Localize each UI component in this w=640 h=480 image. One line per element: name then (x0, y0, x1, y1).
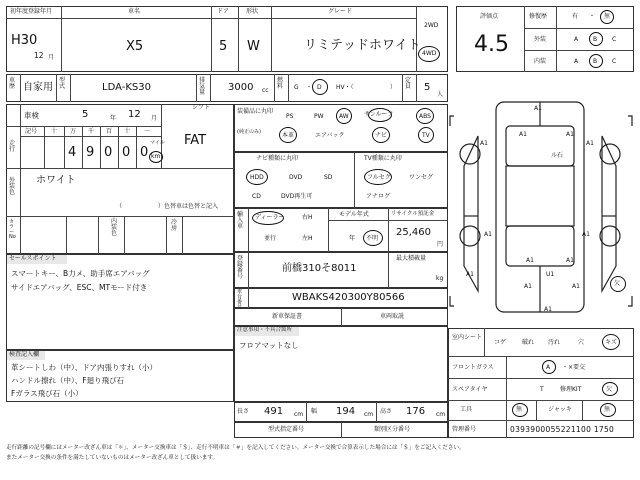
inspection-month: 12 (128, 109, 141, 120)
notes-box (234, 326, 448, 402)
record-manual: 車両取説 (380, 313, 405, 320)
inspection-month-unit: 月 (151, 115, 158, 122)
nav-dvd: DVD (289, 174, 303, 181)
shift: FAT (184, 133, 207, 148)
mgmt-label: 管理番号 (452, 426, 477, 433)
equip-sunroof: サンルーフ (364, 111, 394, 118)
equip-tv: TV (422, 132, 430, 139)
car-outline-svg (448, 96, 634, 326)
mileage-unit-0: 記号 (25, 128, 38, 135)
height-unit: cm (436, 411, 446, 418)
inspection-label: 車検 (24, 111, 39, 120)
model-year-label: モデル年式 (339, 211, 369, 218)
car-name: X5 (126, 39, 144, 54)
front-glass-x: ・×要交 (562, 364, 586, 371)
recycle-unit: 円 (437, 241, 444, 248)
color-code-label: カラーNo (9, 219, 16, 240)
shape: W (247, 39, 260, 54)
mileage-unit-6: 一 (144, 128, 151, 135)
nav-dvd-play: DVD再生可 (281, 193, 313, 200)
tv-analog: アナログ (366, 193, 391, 200)
grade-label: グレード (328, 8, 353, 15)
diagram-mark-12: A1 (544, 306, 552, 313)
fuel-hv: HV・（ (336, 84, 354, 91)
exterior-c: C (612, 36, 617, 43)
footer-line-1: 走行距離の記号欄にはメーター改ざん車は「＊」、メーター交換車は「＄」、走行不明車は「＃」を記入してください。メーター交換で合算表示した場合には「＄」をご記入ください。 (6, 445, 465, 451)
exterior-b: B (593, 36, 598, 43)
length-unit: cm (294, 411, 304, 418)
notes-text: フロアマットなし (239, 341, 299, 350)
repair-yes: 有 (572, 13, 579, 20)
mileage-digit-2: 0 (104, 145, 113, 160)
auction-sheet: 初年度登録年月 車名 ドア 形状 グレード H30 12 月 X5 5 W リミテッドホワイト 2WD 4WD 評価点 4.5 修復歴 有 ・ 無 外装 A B C 内装 A B C 車歴 自家用 型式 LDA-KS30 排気量 3000 cc 燃料 G ・ D HV・（ ） 定員 5 人 車検 5 年 12 月 シフト FAT 走行 記号 十 万 千 百 十 一 4 9 0 0 0 マイル km 外装色 ホワイト （ ）色替車は色替と記入 カラーNo 内装色 冷房 装備品に丸印 (純正のみ) PS PW AW サンルーフ ABS 本革 エアバック ナビ TV ナビ種類に丸印 HDD DVD SD CD DVD再生可 TV種類に丸印 フルセグ ワンセグ アナログ 輸入車 ディーラー 右H 並行 左H モデル年式 年 不明 リサイクル預託金 25,460 円 登録番号 前橋310そ8011 最大積載量 kg 車台番号 WBAKS420300Y80566 新車保証書 車両取説 セールスポイント スマートキー、B力メ、助手席エアバッグ サイドエアバッグ、ESC、MTモード付き 注意事項・不具合箇所 フロアマットなし 検査記入欄 革シートしわ（中）、ドア内張りすれ（小） ハンドル擦れ（中）、F廻り飛び石 Fガラス飛び石（小） 長さ 491 cm 幅 194 cm 高さ 176 cm 型式指定番号 類別区分番号 A1 A1 A1 ル石 A1 A1 A1 A1 A1 A1 U1 A1 A1 A1 A1 欠 室内シート コゲ 破れ 汚れ 穴 キズ フロントガラス A ・×要交 スペアタイヤ T 修理KIT 欠 工具 無 ジャッキ 無 管理番号 0393900055221100 1750 走行距離の記号欄にはメーター改ざん車は「＊」、メーター交換車は「＄」、走行不明車は「＃」を記入してください。メーター交換で合算表示した場合には「＄」をご記入ください。 またメーター交換の条件を満たしていないものはメーター改ざん車として扱います。 (6, 6, 634, 456)
fuel-close: ） (390, 84, 397, 91)
seat-item-3: 穴 (578, 339, 585, 346)
front-glass-label: フロントガラス (452, 364, 494, 371)
registration-value: 前橋310そ8011 (282, 263, 357, 274)
mileage-digit-4: 0 (140, 145, 149, 160)
model: LDA-KS30 (102, 82, 151, 93)
height: 176 (406, 406, 426, 417)
equipment-sub: (純正のみ) (237, 129, 261, 135)
mileage-mile: マイル (150, 140, 165, 146)
door-label: ドア (217, 8, 229, 15)
color-note: （ ）色替車は色替と記入 (116, 203, 219, 210)
mileage-label: 走行 (9, 140, 16, 153)
width-label: 幅 (311, 408, 318, 415)
equip-ps: PS (286, 113, 294, 120)
inspector-label: 検査記入欄 (9, 351, 40, 358)
reg-month: 12 (34, 51, 44, 60)
mileage-unit-4: 百 (106, 128, 113, 135)
diagram-mark-4: A1 (586, 140, 594, 147)
mileage-digit-3: 0 (122, 145, 131, 160)
row2-box (6, 74, 448, 102)
diagram-mark-14: 欠 (614, 280, 621, 287)
nav-hdd: HDD (250, 174, 264, 181)
inspector-line-1: ハンドル擦れ（中）、F廻り飛び石 (11, 376, 125, 385)
equip-airbag: エアバック (315, 132, 345, 139)
diagram-mark-8: A1 (566, 257, 574, 264)
seat-item-4: キズ (605, 339, 617, 346)
seat-label: 室内シート (452, 334, 483, 341)
fuel-d: D (317, 84, 322, 91)
nav-label: ナビ種類に丸印 (256, 155, 299, 162)
sales-label: セールスポイント (9, 255, 57, 262)
mileage-digit-0: 4 (68, 145, 77, 160)
color-value: ホワイト (36, 175, 76, 186)
diagram-mark-5: A1 (484, 231, 492, 238)
spare-kit: 修理KIT (560, 386, 582, 393)
spare-label: スペアタイヤ (452, 386, 488, 393)
width: 194 (336, 406, 356, 417)
exterior-a: A (574, 36, 579, 43)
drive-2wd: 2WD (424, 22, 439, 29)
drive-4wd: 4WD (422, 50, 437, 57)
reg-year: H30 (11, 33, 38, 48)
cc-unit: cc (262, 87, 269, 94)
diagram-roof-mark: ル石 (551, 152, 564, 159)
load-unit: kg (436, 275, 444, 282)
interior-a: A (574, 58, 579, 65)
diagram-mark-13: A1 (466, 271, 474, 278)
mileage-unit-3: 千 (88, 128, 95, 135)
chassis-value: WBAKS420300Y80566 (292, 292, 405, 303)
interior-c: C (612, 58, 617, 65)
spare-none: 欠 (606, 386, 613, 393)
type-num-label: 型式指定番号 (268, 426, 305, 433)
footer-line-2: またメーター交換の条件を満たしていないものはメーター改ざん車として扱います。 (6, 455, 219, 461)
tool-none: 無 (516, 406, 523, 413)
sales-line-1: サイドエアバッグ、ESC、MTモード付き (11, 283, 148, 292)
equip-aw: AW (339, 113, 349, 120)
color-label: 外装色 (9, 177, 16, 196)
equip-pw: PW (314, 113, 324, 120)
notes-label: 注意事項・不具合箇所 (237, 327, 293, 333)
mileage-unit-5: 十 (124, 128, 131, 135)
mileage-digit-1: 9 (86, 145, 95, 160)
tool-label: 工具 (460, 406, 473, 413)
displacement-label: 排気量 (199, 77, 206, 96)
recycle-value: 25,460 (396, 227, 431, 238)
reg-month-unit: 月 (48, 54, 55, 61)
trim-color-label: 内装色 (111, 218, 118, 237)
registration-label: 登録番号 (237, 255, 244, 280)
diagram-mark-1: A1 (519, 131, 527, 138)
import-parallel: 並行 (264, 235, 277, 242)
first-reg-label: 初年度登録年月 (10, 8, 53, 15)
diagram-mark-9: U1 (546, 271, 555, 278)
import-left: 左H (302, 235, 313, 242)
model-year-year: 年 (349, 235, 356, 242)
shift-label: シフト (192, 104, 211, 111)
spare-t: T (540, 386, 544, 393)
diagram-mark-7: A1 (526, 257, 534, 264)
load-label: 最大積載量 (396, 255, 427, 262)
model-label: 型式 (59, 77, 66, 90)
repair-label: 修復歴 (529, 13, 548, 20)
mileage-unit-2: 万 (70, 128, 77, 135)
cold-label: 冷房 (171, 219, 178, 232)
length: 491 (264, 406, 284, 417)
height-label: 高さ (380, 408, 393, 415)
capacity: 5 (424, 82, 431, 93)
diagram-mark-0: A1 (534, 105, 542, 112)
displacement: 3000 (228, 82, 254, 93)
equip-leather: 本革 (282, 132, 295, 139)
capacity-unit: 人 (437, 91, 444, 98)
recycle-label: リサイクル預託金 (391, 211, 435, 217)
sales-line-0: スマートキー、B力メ、助手席エアバッグ (11, 269, 150, 278)
repair-no: 無 (604, 13, 611, 20)
vehicle-label: 車歴 (9, 77, 16, 90)
nav-cd: CD (252, 193, 261, 200)
import-right: 右H (302, 214, 313, 221)
usage: 自家用 (23, 82, 53, 93)
diagram-mark-3: A1 (480, 140, 488, 147)
jack-label: ジャッキ (548, 406, 572, 413)
diagram-mark-6: A1 (582, 231, 590, 238)
record-new-car: 新車保証書 (272, 313, 303, 320)
nav-sd: SD (324, 174, 333, 181)
mileage-km: km (151, 153, 161, 160)
equip-navi: ナビ (375, 132, 388, 139)
inspector-line-2: Fガラス飛び石（小） (11, 389, 83, 398)
import-label: 輸入車 (237, 211, 244, 230)
diagram-mark-11: A1 (572, 283, 580, 290)
fuel-g: G (294, 84, 299, 91)
inspection-year: 5 (82, 109, 89, 120)
capacity-label: 定員 (405, 77, 412, 90)
class-num-label: 類別区分番号 (374, 426, 411, 433)
seat-item-1: 破れ (522, 339, 535, 346)
diagram-mark-10: A1 (524, 283, 532, 290)
car-name-label: 車名 (128, 8, 141, 15)
shape-label: 形状 (246, 8, 259, 15)
inspector-line-0: 革シートしわ（中）、ドア内張りすれ（小） (11, 363, 158, 372)
mileage-unit-1: 十 (51, 128, 58, 135)
mgmt-number: 0393900055221100 1750 (510, 425, 615, 434)
doors: 5 (219, 39, 228, 54)
model-year-unknown: 不明 (366, 235, 379, 242)
chassis-label: 車台番号 (237, 289, 243, 310)
interior-label: 内装 (534, 58, 547, 65)
inspection-year-unit: 年 (110, 115, 117, 122)
interior-b: B (593, 58, 598, 65)
equipment-label: 装備品に丸印 (237, 108, 274, 115)
tv-oneseg: ワンセグ (409, 174, 434, 181)
diagram-mark-2: A1 (566, 131, 574, 138)
length-label: 長さ (237, 408, 250, 415)
front-glass-a: A (546, 364, 551, 371)
width-unit: cm (364, 411, 374, 418)
jack-none: 無 (604, 406, 611, 413)
import-dealer: ディーラー (255, 214, 285, 221)
exterior-label: 外装 (534, 36, 547, 43)
fuel-label: 燃料 (277, 77, 284, 90)
equip-abs: ABS (419, 113, 431, 120)
tv-fullseg: フルセグ (367, 174, 391, 181)
score-label: 評価点 (480, 13, 499, 20)
seat-item-0: コゲ (494, 339, 507, 346)
grade: リミテッドホワイト (304, 38, 421, 53)
score: 4.5 (474, 32, 509, 57)
seat-item-2: 汚れ (548, 339, 561, 346)
tv-label: TV種類に丸印 (364, 155, 402, 162)
